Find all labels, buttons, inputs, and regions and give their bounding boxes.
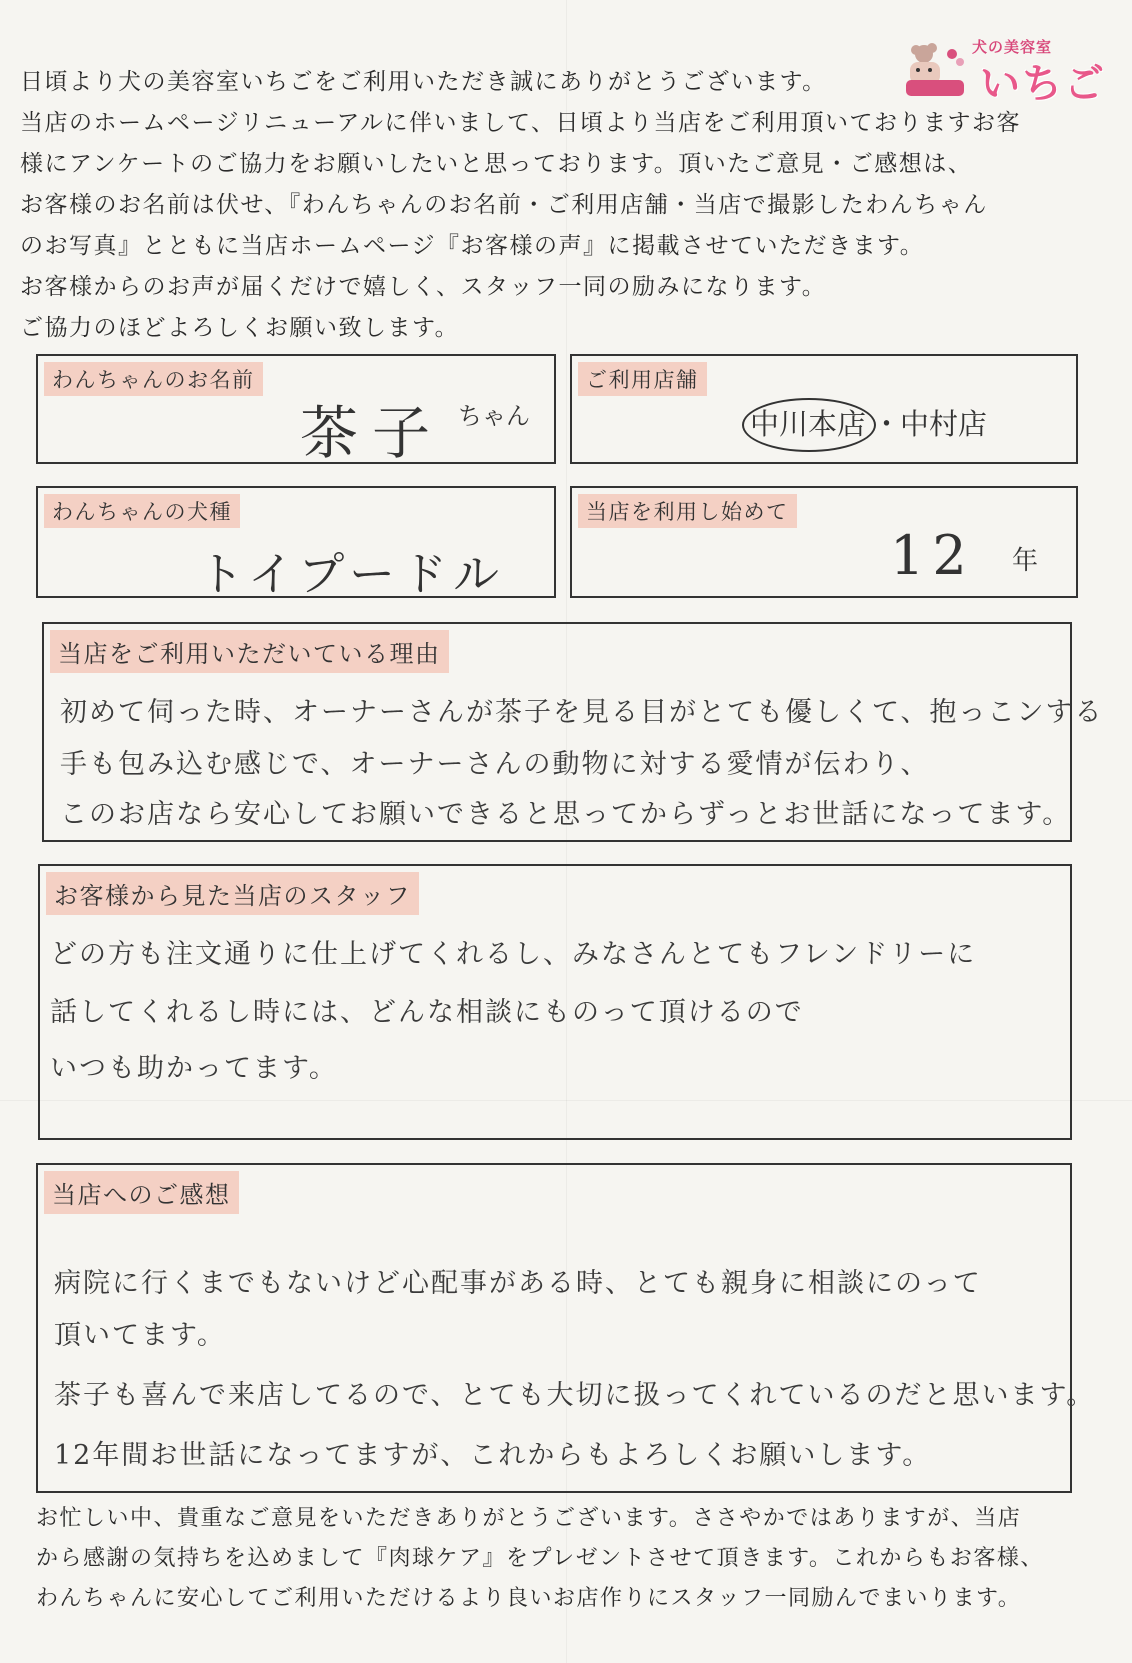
reason-line: このお店なら安心してお願いできると思ってからずっとお世話になってます。 <box>60 799 1072 830</box>
intro-text <box>20 62 1110 349</box>
store-separator: ・ <box>872 407 902 441</box>
intro-line: お客様のお名前は伏せ、『わんちゃんのお名前・ご利用店舗・当店で撮影したわんちゃん <box>20 192 988 218</box>
closing-line: から感謝の気持ちを込めまして『肉球ケア』をプレゼントさせて頂きます。これからもお客様、 <box>36 1546 1044 1571</box>
reason-label: 当店をご利用いただいている理由 <box>50 630 449 673</box>
intro-line: 様にアンケートのご協力をお願いしたいと思っております。頂いたご意見・ご感想は、 <box>20 151 973 177</box>
reason-line: 初めて伺った時、オーナーさんが茶子を見る目がとても優しくて、抱っこンする <box>60 697 1104 728</box>
closing-line: わんちゃんに安心してご利用いただけるより良いお店作りにスタッフ一同励んでまいります。 <box>36 1586 1022 1611</box>
reason-line: 手も包み込む感じで、オーナーさんの動物に対する愛情が伝わり、 <box>60 749 930 780</box>
staff-line: 話してくれるし時には、どんな相談にものって頂けるので <box>50 997 804 1028</box>
store-field[interactable] <box>570 354 1078 464</box>
impression-section[interactable] <box>36 1163 1096 1493</box>
impression-line: 12年間お世話になってますが、これからもよろしくお願いします。 <box>54 1440 932 1471</box>
staff-label: お客様から見た当店のスタッフ <box>46 872 419 915</box>
dog-name-suffix: ちゃん <box>458 402 530 430</box>
impression-label: 当店へのご感想 <box>44 1171 239 1214</box>
reason-section[interactable] <box>42 622 1104 842</box>
intro-line: のお写真』とともに当店ホームページ『お客様の声』に掲載させていただきます。 <box>20 233 925 259</box>
logo-title: いちご <box>980 61 1106 107</box>
impression-line: 頂いてます。 <box>54 1320 226 1351</box>
intro-line: お客様からのお声が届くだけで嬉しく、スタッフ一同の励みになります。 <box>20 274 827 300</box>
closing-line: お忙しい中、貴重なご意見をいただきありがとうございます。ささやかではありますが、当店 <box>36 1506 1022 1531</box>
store-label: ご利用店舗 <box>578 362 707 396</box>
dog-name-field[interactable] <box>36 354 556 467</box>
store-option-nakagawa: 中川本店 <box>750 407 867 441</box>
logo-subtitle: 犬の美容室 <box>972 38 1053 56</box>
impression-line: 茶子も喜んで来店してるので、とても大切に扱ってくれているのだと思います。 <box>54 1380 1096 1411</box>
years-field[interactable] <box>570 486 1078 598</box>
years-value: 12 <box>890 524 975 587</box>
impression-line: 病院に行くまでもないけど心配事がある時、とても親身に相談にのって <box>54 1268 982 1299</box>
staff-section[interactable] <box>38 864 1072 1140</box>
store-option-nakamura: 中村店 <box>900 407 988 441</box>
dog-name-label: わんちゃんのお名前 <box>44 362 263 396</box>
breed-value: トイプードル <box>198 547 505 601</box>
intro-line: 当店のホームページリニューアルに伴いまして、日頃より当店をご利用頂いておりますお客 <box>20 110 1022 136</box>
staff-line: いつも助かってます。 <box>50 1053 338 1084</box>
staff-line: どの方も注文通りに仕上げてくれるし、みなさんとてもフレンドリーに <box>50 939 977 970</box>
years-unit: 年 <box>1012 546 1039 576</box>
breed-label: わんちゃんの犬種 <box>44 494 240 528</box>
intro-line: ご協力のほどよろしくお願い致します。 <box>20 315 460 341</box>
dog-name-value: 茶子 <box>300 399 445 467</box>
years-label: 当店を利用し始めて <box>578 494 797 528</box>
breed-field[interactable] <box>36 486 556 601</box>
intro-line: 日頃より犬の美容室いちごをご利用いただき誠にありがとうございます。 <box>20 69 827 95</box>
closing-text <box>36 1499 1106 1619</box>
